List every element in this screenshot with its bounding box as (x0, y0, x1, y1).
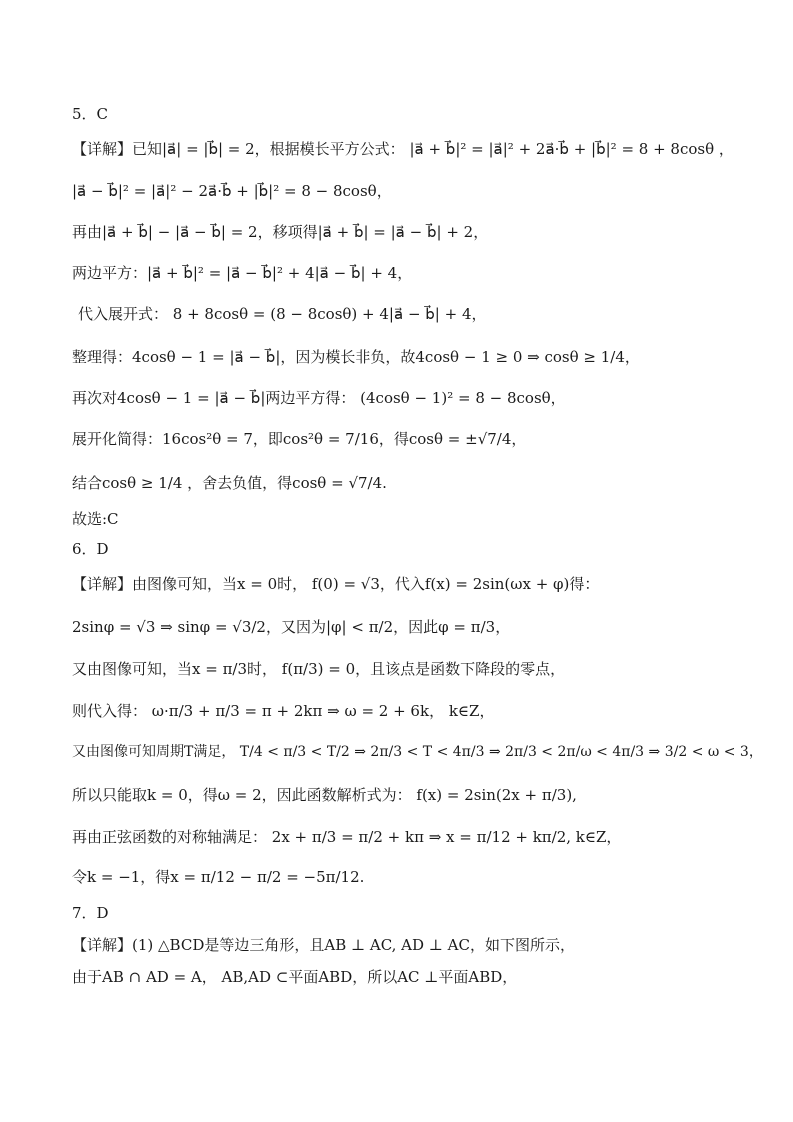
solution-line: 【详解】已知|a⃗| = |b⃗| = 2，根据模长平方公式： |a⃗ + b⃗|² = |a⃗|² + 2a⃗·b⃗ + |b⃗|² = 8 + 8cosθ ， (72, 140, 734, 158)
solution-line: 结合cosθ ≥ 1/4 ，舍去负值，得cosθ = √7/4. (72, 474, 387, 492)
solution-line: 令k = −1，得x = π/12 − π/2 = −5π/12. (72, 868, 365, 886)
solution-line: 所以只能取k = 0，得ω = 2，因此函数解析式为： f(x) = 2sin(2x + π/3), (72, 786, 577, 804)
solution-line: 再由正弦函数的对称轴满足： 2x + π/3 = π/2 + kπ ⇒ x = π/12 + kπ/2, k∈Z， (72, 828, 622, 846)
solution-line: 整理得：4cosθ − 1 = |a⃗ − b⃗|，因为模长非负，故4cosθ − 1 ≥ 0 ⇒ cosθ ≥ 1/4， (72, 348, 640, 366)
solution-line: 【详解】(1) △BCD是等边三角形，且AB ⊥ AC, AD ⊥ AC，如下图所示， (72, 936, 575, 954)
solution-line: 【详解】由图像可知，当x = 0时， f(0) = √3，代入f(x) = 2sin(ωx + φ)得： (72, 575, 600, 593)
solution-line: 两边平方：|a⃗ + b⃗|² = |a⃗ − b⃗|² + 4|a⃗ − b⃗| + 4， (72, 264, 413, 282)
answer-7-header: 7．D (72, 904, 109, 922)
solution-line: 代入展开式： 8 + 8cosθ = (8 − 8cosθ) + 4|a⃗ − b⃗| + 4， (78, 305, 487, 323)
solution-line: 由于AB ∩ AD = A， AB,AD ⊂平面ABD，所以AC ⊥平面ABD， (72, 968, 518, 986)
solution-line: 又由图像可知，当x = π/3时， f(π/3) = 0，且该点是函数下降段的零点， (72, 660, 566, 678)
conclusion-line: 故选:C (72, 510, 119, 528)
solution-line: 则代入得： ω·π/3 + π/3 = π + 2kπ ⇒ ω = 2 + 6k， k∈Z， (72, 702, 495, 720)
solution-line: 2sinφ = √3 ⇒ sinφ = √3/2，又因为|φ| < π/2，因此φ = π/3， (72, 618, 511, 636)
solution-line: 再次对4cosθ − 1 = |a⃗ − b⃗|两边平方得： (4cosθ − 1)² = 8 − 8cosθ， (72, 389, 566, 407)
solution-line: 展开化简得：16cos²θ = 7，即cos²θ = 7/16，得cosθ = ±√7/4， (72, 430, 527, 448)
solution-line: 再由|a⃗ + b⃗| − |a⃗ − b⃗| = 2，移项得|a⃗ + b⃗| = |a⃗ − b⃗| + 2， (72, 223, 489, 241)
solution-line: |a⃗ − b⃗|² = |a⃗|² − 2a⃗·b⃗ + |b⃗|² = 8 − 8cosθ， (72, 182, 392, 200)
answer-5-header: 5．C (72, 105, 109, 123)
answer-6-header: 6．D (72, 540, 109, 558)
solution-line: 又由图像可知周期T满足， T/4 < π/3 < T/2 ⇒ 2π/3 < T < 4π/3 ⇒ 2π/3 < 2π/ω < 4π/3 ⇒ 3/2 < ω < 3， (72, 744, 763, 760)
